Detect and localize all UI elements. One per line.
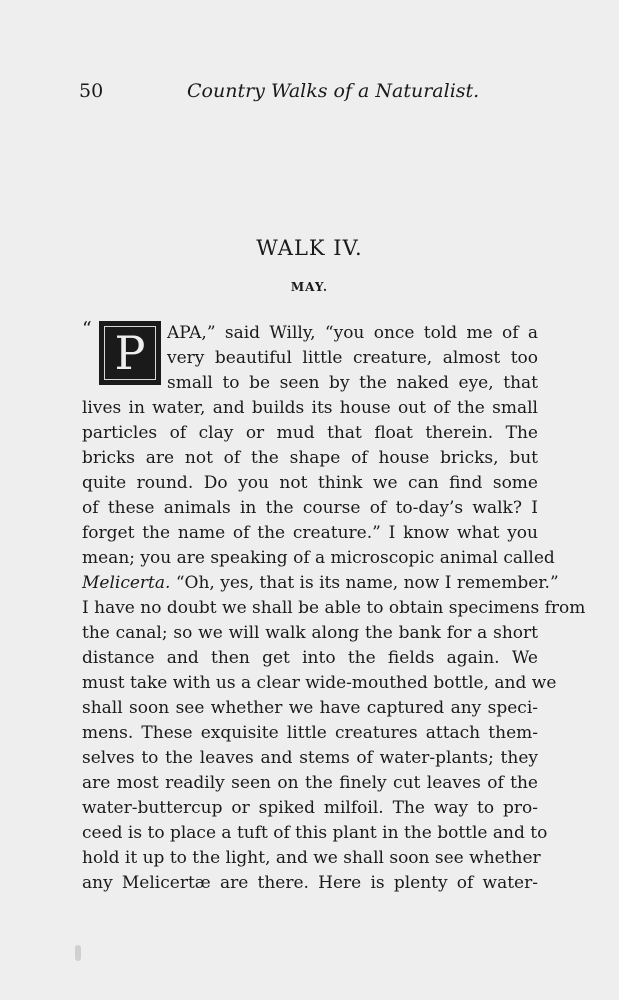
text-line: very beautiful little creature, almost too: [167, 348, 538, 368]
text-line: must take with us a clear wide-mouthed bottle, and we: [82, 673, 557, 693]
text-line: distance and then get into the fields again. We: [82, 648, 538, 668]
text-line: I have no doubt we shall be able to obtain specimens from: [82, 598, 586, 618]
text-line: ceed is to place a tuft of this plant in the bottle and to: [82, 823, 548, 843]
species-name: Melicerta.: [82, 573, 171, 593]
text-line: shall soon see whether we have captured any speci-: [82, 698, 538, 718]
dropcap-ornament: [99, 321, 161, 385]
page-number: 50: [79, 80, 104, 102]
text-line: hold it up to the light, and we shall soon see whether: [82, 848, 541, 868]
text-line: are most readily seen on the finely cut leaves of the: [82, 773, 538, 793]
dropcap-letter: P: [104, 326, 156, 380]
open-quote: “: [82, 318, 92, 340]
text-line: water-buttercup or spiked milfoil. The way to pro-: [82, 798, 538, 818]
chapter-month: MAY.: [290, 280, 329, 294]
ink-smudge: [75, 945, 81, 961]
text-line: quite round. Do you not think we can find some: [82, 473, 538, 493]
text-line: particles of clay or mud that float therein. The: [82, 423, 538, 443]
text-line: APA,” said Willy, “you once told me of a: [167, 323, 538, 343]
text-line: forget the name of the creature.” I know what you: [82, 523, 538, 543]
text-line: mean; you are speaking of a microscopic animal called: [82, 548, 555, 568]
text-line: of these animals in the course of to-day’s walk? I: [82, 498, 538, 518]
text-line: selves to the leaves and stems of water-plants; they: [82, 748, 538, 768]
text-line: the canal; so we will walk along the bank for a short: [82, 623, 538, 643]
text-line: any Melicertæ are there. Here is plenty of water-: [82, 873, 538, 893]
dialogue: “Oh, yes, that is its name, now I remember.”: [175, 573, 559, 593]
text-line: bricks are not of the shape of house bricks, but: [82, 448, 538, 468]
text-line: [82, 571, 559, 595]
text-line: lives in water, and builds its house out of the small: [82, 398, 538, 418]
text-line: small to be seen by the naked eye, that: [167, 373, 538, 393]
chapter-title: WALK IV.: [256, 236, 363, 260]
text-line: mens. These exquisite little creatures attach them-: [82, 723, 538, 743]
running-title: Country Walks of a Naturalist.: [187, 80, 480, 102]
